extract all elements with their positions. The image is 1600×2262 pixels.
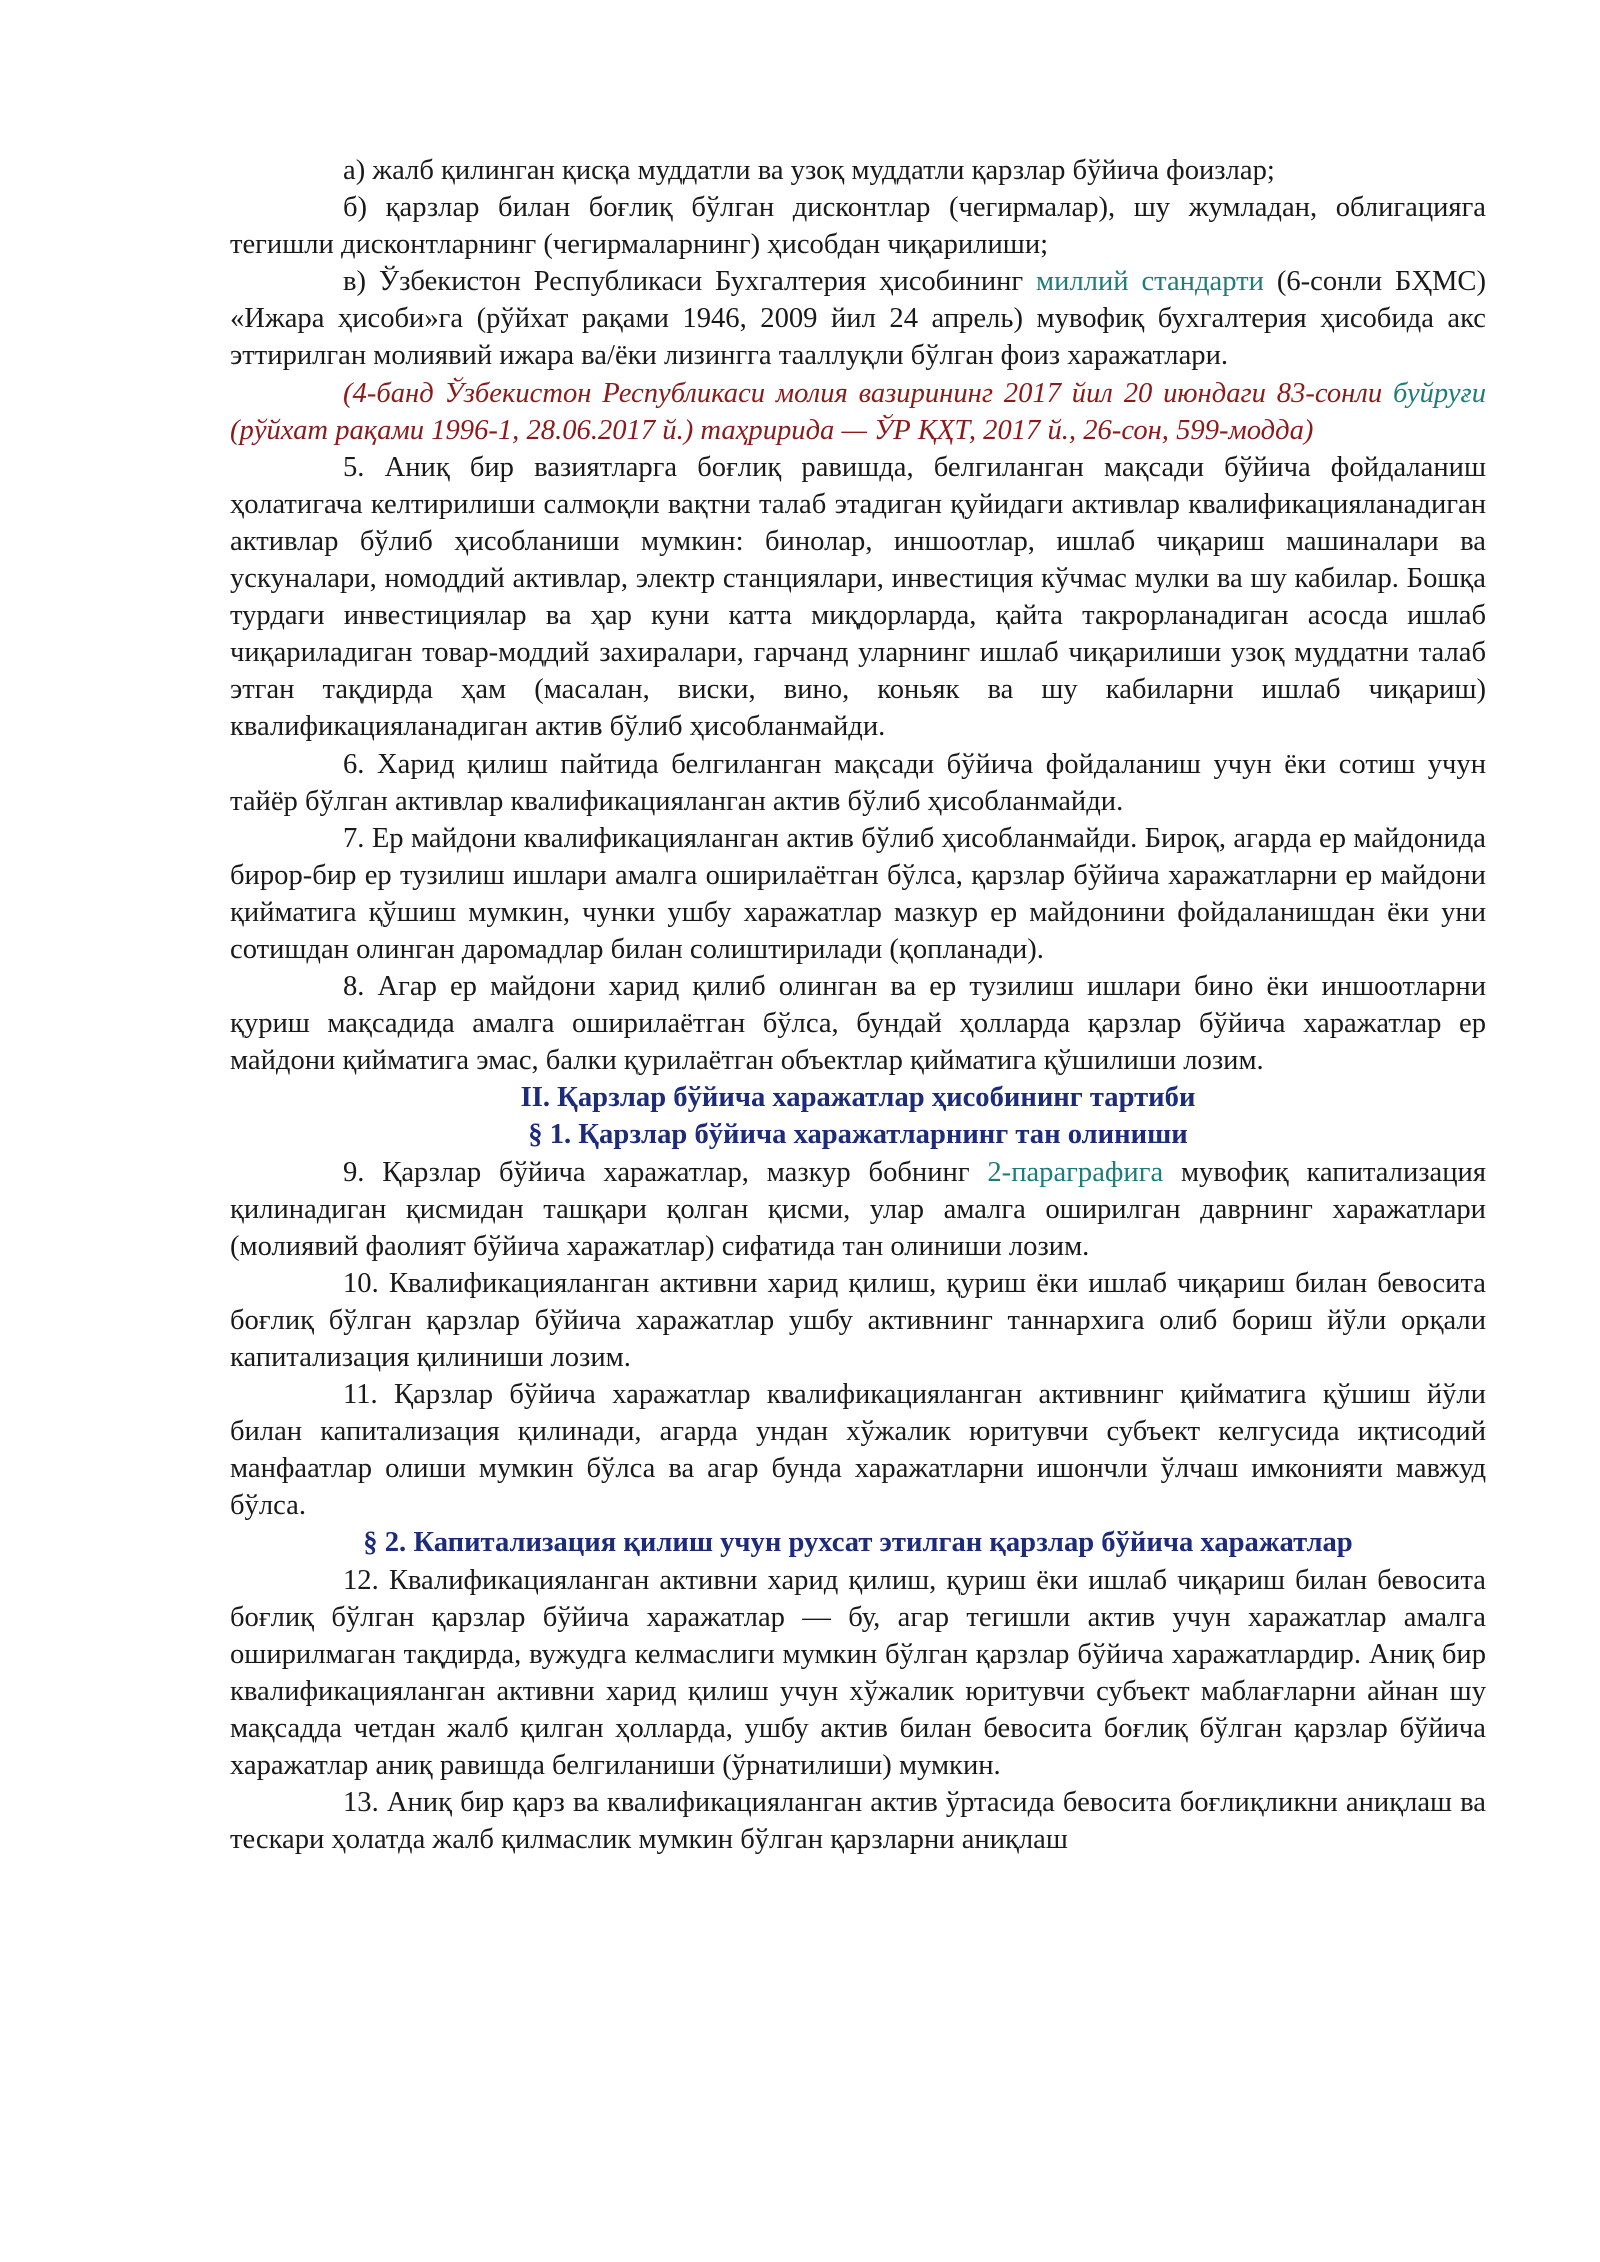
paragraph-9 xyxy=(230,1154,1486,1265)
paragraph-v-text-1: в) Ўзбекистон Республикаси Бухгалтерия ҳисобининг xyxy=(343,266,1037,298)
paragraph-b: б) қарзлар билан боғлиқ бўлган дисконтлар (чегирмалар), шу жумладан, облигацияга тегишли дисконтларнинг (чегирмаларнинг) ҳисобдан чиқарилиши; xyxy=(230,192,1486,261)
paragraph-v-text-2: (6-сонли БҲМС) «Ижара ҳисоби»га (рўйхат рақами 1946, 2009 йил 24 апрель) мувофиқ бухгалтерия ҳисобида акс эттирилган молиявий ижара ва/ёки лизингга тааллуқли бўлган фоиз харажатлари. xyxy=(230,266,1486,372)
paragraph-9-text-1: 9. Қарзлар бўйича харажатлар, мазкур бобнинг xyxy=(343,1156,988,1188)
chapter-heading: II. Қарзлар бўйича харажатлар ҳисобининг тартиби xyxy=(520,1082,1196,1114)
amendment-note-text-2: (рўйхат рақами 1996-1, 28.06.2017 й.) таҳририда — ЎР ҚҲТ, 2017 й., 26-сон, 599-модда) xyxy=(230,414,1314,446)
paragraph-13: 13. Аниқ бир қарз ва квалификацияланган актив ўртасида бевосита боғлиқликни аниқлаш ва тескари ҳолатда жалб қилмаслик мумкин бўлган қарзларни аниқлаш xyxy=(230,1787,1486,1856)
order-link[interactable]: буйруғи xyxy=(1392,377,1486,409)
paragraph-6: 6. Харид қилиш пайтида белгиланган мақсади бўйича фойдаланиш учун ёки сотиш учун тайёр бўлган активлар квалификацияланган актив бўлиб ҳисобланмайди. xyxy=(230,748,1486,817)
paragraph-10: 10. Квалификацияланган активни харид қилиш, қуриш ёки ишлаб чиқариш билан бевосита боғлиқ бўлган қарзлар бўйича харажатлар ушбу активнинг таннархига олиб бориш йўли орқали капитализация қилиниши лозим. xyxy=(230,1267,1486,1373)
paragraph-5: 5. Аниқ бир вазиятларга боғлиқ равишда, белгиланган мақсади бўйича фойдаланиш ҳолатигача келтирилиши салмоқли вақтни талаб этадиган қуйидаги активлар квалификацияланадиган активлар бўлиб ҳисобланиши мумкин: бинолар, иншоотлар, ишлаб чиқариш машиналари ва ускуналари, номоддий активлар, электр станциялари, инвестиция кўчмас мулки ва шу кабилар. Бошқа турдаги инвестициялар ва ҳар куни катта миқдорларда, қайта такрорланадиган асосда ишлаб чиқариладиган товар-моддий захиралари, гарчанд уларнинг ишлаб чиқарилиши узоқ муддатни талаб этган тақдирда ҳам (масалан, виски, вино, коньяк ва шу кабиларни ишлаб чиқариш) квалификацияланадиган актив бўлиб ҳисобланмайди. xyxy=(230,451,1486,743)
paragraph-11: 11. Қарзлар бўйича харажатлар квалификацияланган активнинг қийматига қўшиш йўли билан капитализация қилинади, агарда ундан хўжалик юритувчи субъект келгусида иқтисодий манфаатлар олиши мумкин бўлса ва агар бунда харажатларни ишончли ўлчаш имконияти мавжуд бўлса. xyxy=(230,1379,1486,1522)
paragraph-8: 8. Агар ер майдони харид қилиб олинган ва ер тузилиш ишлари бино ёки иншоотларни қуриш мақсадида амалга оширилаётган бўлса, бундай ҳолларда қарзлар бўйича харажатлар ер майдони қийматига эмас, балки қурилаётган объектлар қийматига қўшилиши лозим. xyxy=(230,971,1486,1077)
section-heading-1: § 1. Қарзлар бўйича харажатларнинг тан олиниши xyxy=(528,1119,1188,1151)
document-page xyxy=(230,152,1486,1858)
national-standard-link[interactable]: миллий стандарти xyxy=(1036,266,1264,298)
paragraph-a: а) жалб қилинган қисқа муддатли ва узоқ муддатли қарзлар бўйича фоизлар; xyxy=(343,155,1275,186)
amendment-note-text-1: (4-банд Ўзбекистон Республикаси молия вазирининг 2017 йил 20 июндаги 83-сонли xyxy=(343,377,1393,409)
paragraph-9-text-2: мувофиқ капитализация қилинадиган қисмидан ташқари қолган қисми, улар амалга оширилган даврнинг харажатлари (молиявий фаолият бўйича харажатлар) сифатида тан олиниши лозим. xyxy=(230,1156,1486,1262)
paragraph-12: 12. Квалификацияланган активни харид қилиш, қуриш ёки ишлаб чиқариш билан бевосита боғлиқ бўлган қарзлар бўйича харажатлар — бу, агар тегишли актив учун харажатлар амалга оширилмаган тақдирда, вужудга келмаслиги мумкин бўлган қарзлар бўйича харажатлардир. Аниқ бир квалификацияланган активни харид қилиш учун хўжалик юритувчи субъект маблағларни айнан шу мақсадда четдан жалб қилган ҳолларда, ушбу актив билан бевосита боғлиқ бўлган қарзлар бўйича харажатлар аниқ равишда белгиланиши (ўрнатилиши) мумкин. xyxy=(230,1564,1486,1782)
paragraph-v xyxy=(230,263,1486,374)
paragraph-7: 7. Ер майдони квалификацияланган актив бўлиб ҳисобланмайди. Бироқ, агарда ер майдонида бирор-бир ер тузилиш ишлари амалга оширилаётган бўлса, қарзлар бўйича харажатларни ер майдони қийматига қўшиш мумкин, чунки ушбу харажатлар мазкур ер майдонини фойдаланишдан ёки уни сотишдан олинган даромадлар билан солиштирилади (қопланади). xyxy=(230,822,1486,965)
amendment-note xyxy=(230,375,1486,449)
paragraph-2-link[interactable]: 2-параграфига xyxy=(987,1156,1164,1188)
section-heading-2: § 2. Капитализация қилиш учун рухсат этилган қарзлар бўйича харажатлар xyxy=(363,1527,1353,1559)
